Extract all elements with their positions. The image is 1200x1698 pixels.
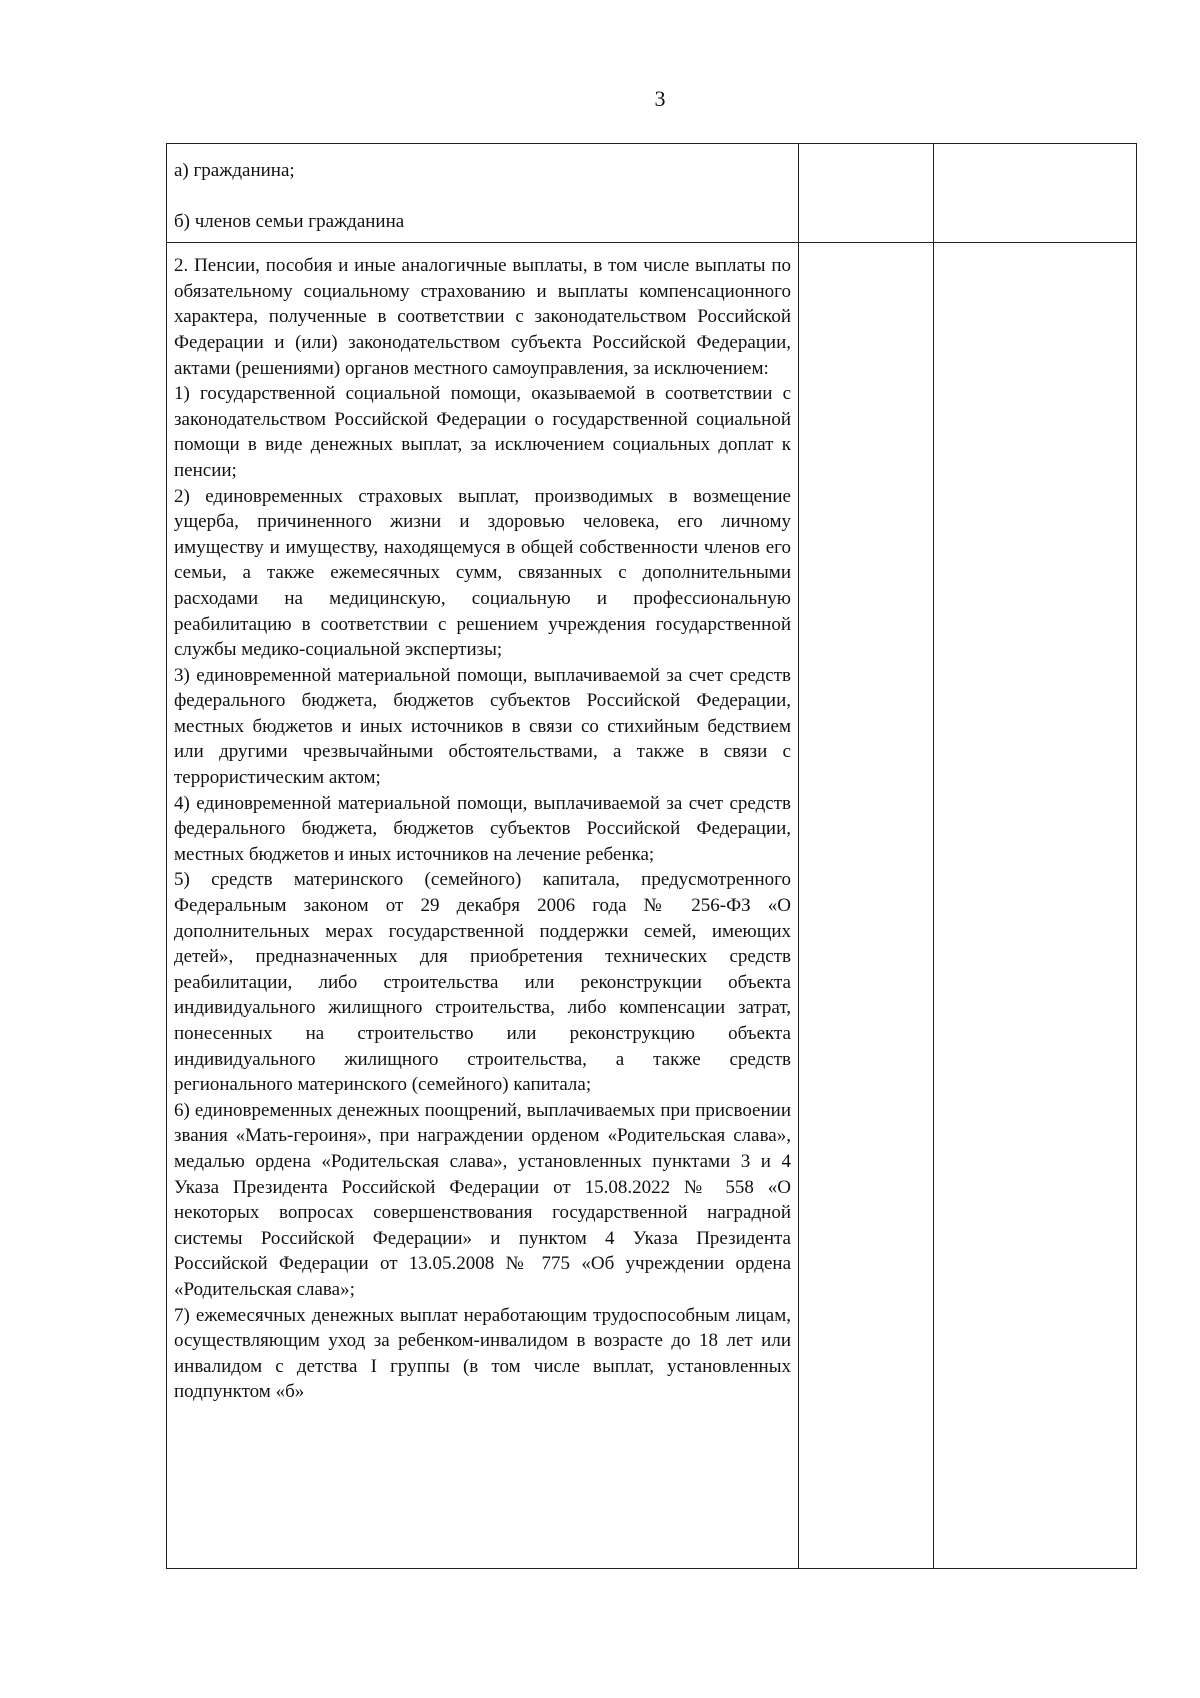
paragraph-pensions: 2. Пенсии, пособия и иные аналогичные выплаты, в том числе выплаты по обязательному социальному страхованию и выплаты компенсационного характера, полученные в соответствии с законодательством Российской Федерации и (или) законодательством субъекта Российской Федерации, актами (решениями) органов местного самоуправления, за исключением: [174, 255, 791, 379]
paragraph-exception-3: 3) единовременной материальной помощи, выплачиваемой за счет средств федерального бюджета, бюджетов субъектов Российской Федерации, местных бюджетов и иных источников в связи со стихийным бедствием или другими чрезвычайными обстоятельствами, а также в связи с террористическим актом; [174, 664, 791, 789]
income-table [166, 143, 1137, 1569]
description-cell [167, 243, 799, 1569]
item-family-members: б) членов семьи гражданина [174, 210, 405, 232]
empty-cell [934, 144, 1137, 243]
description-cell [167, 144, 799, 243]
page-number: 3 [654, 86, 666, 111]
paragraph-exception-6: 6) единовременных денежных поощрений, выплачиваемых при присвоении звания «Мать-героиня», при награждении орденом «Родительская слава», медалью ордена «Родительская слава», установленных пунктами 3 и 4 Указа Президента Российской Федерации от 15.08.2022 № 558 «О некоторых вопросах совершенствования государственной наградной системы Российской Федерации» и пунктом 4 Указа Президента Российской Федерации от 13.05.2008 № 775 «Об учреждении ордена «Родительская слава»; [174, 1099, 791, 1300]
paragraph-exception-1: 1) государственной социальной помощи, оказываемой в соответствии с законодательством Российской Федерации о государственной социальной помощи в виде денежных выплат, за исключением социальных доплат к пенсии; [174, 383, 791, 481]
paragraph-exception-7: 7) ежемесячных денежных выплат неработающим трудоспособным лицам, осуществляющим уход за ребенком-инвалидом в возрасте до 18 лет или инвалидом с детства I группы (в том числе выплат, установленных подпунктом «б» [174, 1304, 791, 1403]
empty-cell [799, 144, 934, 243]
paragraph-exception-2: 2) единовременных страховых выплат, производимых в возмещение ущерба, причиненного жизни и здоровью человека, его личному имуществу и имуществу, находящемуся в общей собственности членов его семьи, а также ежемесячных сумм, связанных с дополнительными расходами на медицинскую, социальную и профессиональную реабилитацию в соответствии с решением учреждения государственной службы медико-социальной экспертизы; [174, 485, 791, 661]
empty-cell [799, 243, 934, 1569]
paragraph-exception-5: 5) средств материнского (семейного) капитала, предусмотренного Федеральным законом от 29 декабря 2006 года № 256-ФЗ «О дополнительных мерах государственной поддержки семей, имеющих детей», предназначенных для приобретения технических средств реабилитации, либо строительства или реконструкции объекта индивидуального жилищного строительства, либо компенсации затрат, понесенных на строительство или реконструкцию объекта индивидуального жилищного строительства, а также средств регионального материнского (семейного) капитала; [174, 869, 791, 1096]
empty-cell [934, 243, 1137, 1569]
item-citizen: а) гражданина; [174, 160, 295, 181]
table-row [167, 243, 1137, 1569]
table-row [167, 144, 1137, 243]
paragraph-exception-4: 4) единовременной материальной помощи, выплачиваемой за счет средств федерального бюджета, бюджетов субъектов Российской Федерации, местных бюджетов и иных источников на лечение ребенка; [174, 792, 791, 865]
